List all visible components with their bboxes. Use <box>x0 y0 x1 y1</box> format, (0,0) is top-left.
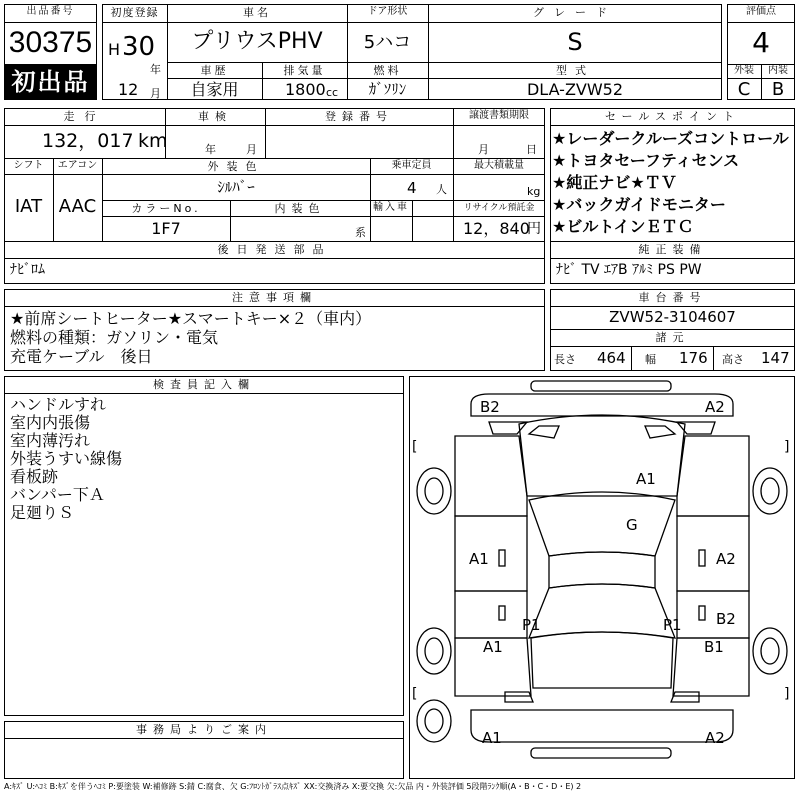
length: 464 <box>597 349 626 367</box>
mark-a1-left-front: A1 <box>469 550 489 568</box>
mark-a2-front-right: A2 <box>705 398 725 416</box>
score-label: 評価点 <box>746 6 776 17</box>
width: 176 <box>679 349 708 367</box>
displacement: 1800 <box>285 80 326 99</box>
inspection-month-unit: 月 <box>246 143 257 156</box>
inspector-line-5: 看板跡 <box>10 467 59 486</box>
ac: AAC <box>58 196 97 217</box>
grade-label: グレード <box>533 6 617 19</box>
equipment-label: 純正装備 <box>638 243 707 256</box>
inspector-line-4: 外装うすい線傷 <box>10 449 123 468</box>
inspection-label: 車検 <box>198 110 232 123</box>
load-label: 最大積載量 <box>474 160 524 171</box>
color-label: 外装色 <box>207 160 265 173</box>
reg-year: 30 <box>122 32 156 62</box>
ext-grade: C <box>737 79 751 100</box>
specs-label: 諸元 <box>655 331 690 344</box>
width-label: 幅 <box>645 353 656 366</box>
ext-label: 外装 <box>734 65 754 76</box>
score: 4 <box>752 26 770 59</box>
note-line-3: 充電ケーブル 後日 <box>10 347 153 366</box>
length-label: 長さ <box>554 353 576 366</box>
door-type: 5ハコ <box>363 32 412 53</box>
mark-a2-rear-right: A2 <box>705 729 725 747</box>
mark-b2-front-left: B2 <box>480 398 500 416</box>
transfer-label: 譲渡書類期限 <box>469 110 529 121</box>
note-line-2: 燃料の種類：ガソリン・電気 <box>10 328 219 347</box>
displacement-label: 排気量 <box>283 64 326 77</box>
seats-label: 乗車定員 <box>391 160 432 171</box>
recycle-fee: 12，840 <box>463 219 530 238</box>
inspector-line-1: ハンドルすれ <box>10 395 107 414</box>
mileage-unit: km <box>138 130 168 152</box>
height-label: 高さ <box>722 353 744 366</box>
plate-label: 登録番号 <box>325 110 393 123</box>
year-unit: 年 <box>150 63 161 76</box>
mark-b1-right-rear: B1 <box>704 638 724 656</box>
chassis-label: 車台番号 <box>638 291 707 304</box>
colorno: 1F7 <box>151 219 181 238</box>
reg-month: 12 <box>118 80 139 99</box>
interior-color-unit: 系 <box>355 226 366 239</box>
model-code: DLA-ZVW52 <box>526 80 624 99</box>
note-line-1: ★前席シートヒーター★スマートキー×２（車内） <box>10 309 372 328</box>
bracket-right-bottom: ] <box>784 686 790 702</box>
shift-label: シフト <box>13 160 44 171</box>
chassis-number: ZVW52-3104607 <box>609 308 736 326</box>
first-reg-label: 初度登録 <box>110 6 159 19</box>
inspector-line-3: 室内薄汚れ <box>10 431 91 450</box>
int-grade: B <box>771 79 785 100</box>
office-label: 事務局よりご案内 <box>136 723 272 736</box>
bracket-left-top: [ <box>412 439 418 455</box>
inspection-year-unit: 年 <box>205 143 216 156</box>
shift: IAT <box>14 196 43 217</box>
seats-unit: 人 <box>436 183 447 196</box>
inspector-line-7: 足廻りＳ <box>10 503 75 522</box>
mark-a1-hood: A1 <box>636 470 656 488</box>
colorno-label: カラーNo. <box>131 202 201 215</box>
transfer-month-unit: 月 <box>478 143 489 156</box>
lot-number-label: 出品番号 <box>26 6 75 17</box>
inspector-line-6: バンパー下Ａ <box>10 485 105 504</box>
selling-point-1: ★レーダークルーズコントロール <box>552 129 789 148</box>
equipment: ﾅﾋﾞ TV ｴｱB ｱﾙﾐ PS PW <box>556 262 702 278</box>
later-parts: ﾅﾋﾞﾛﾑ <box>10 262 45 278</box>
later-parts-label: 後日発送部品 <box>217 243 332 256</box>
mark-a1-left-rear: A1 <box>483 638 503 656</box>
load-unit: kg <box>527 185 541 198</box>
selling-point-2: ★トヨタセーフティセンス <box>552 151 740 170</box>
first-listing-text: 初出品 <box>11 68 90 96</box>
car-name-label: 車名 <box>243 6 271 19</box>
displacement-unit: cc <box>326 86 339 99</box>
transfer-day-unit: 日 <box>526 143 537 156</box>
selling-point-3: ★純正ナビ★ＴＶ <box>552 173 677 192</box>
notes-label: 注意事項欄 <box>232 291 317 304</box>
fuel: ｶﾞｿﾘﾝ <box>368 80 407 98</box>
mark-b2-right-rear: B2 <box>716 610 736 628</box>
history-label: 車歴 <box>200 64 229 77</box>
import-label: 輸入車 <box>373 202 409 213</box>
height: 147 <box>761 349 790 367</box>
grade: S <box>567 28 583 56</box>
ac-label: エアコン <box>57 160 98 171</box>
selling-points-label: セールスポイント <box>604 110 740 123</box>
car-diagram <box>409 376 795 779</box>
recycle-label: リサイクル預託金 <box>463 203 535 213</box>
car-name: プリウスPHV <box>191 29 323 54</box>
mileage: 132，017 <box>42 130 134 152</box>
inspector-line-2: 室内内張傷 <box>10 413 91 432</box>
int-label: 内装 <box>768 65 788 76</box>
color: ｼﾙﾊﾞｰ <box>217 178 255 196</box>
bracket-right-top: ] <box>784 439 790 455</box>
lot-number: 30375 <box>8 26 93 59</box>
recycle-unit: 円 <box>527 221 541 237</box>
mark-p1-left: P1 <box>522 616 541 634</box>
mark-a2-right-front: A2 <box>716 550 736 568</box>
door-label: ドア形状 <box>367 6 408 17</box>
month-unit: 月 <box>150 87 161 100</box>
mark-p1-right: P1 <box>663 616 682 634</box>
mark-a1-rear-left: A1 <box>482 729 502 747</box>
history: 自家用 <box>190 80 239 99</box>
model-code-label: 型式 <box>556 64 594 77</box>
era: H <box>108 40 121 59</box>
selling-point-4: ★バックガイドモニター <box>552 195 726 214</box>
mark-g-windshield: G <box>626 516 638 534</box>
bracket-left-bottom: [ <box>412 686 418 702</box>
fuel-label: 燃料 <box>373 64 402 77</box>
interior-color-label: 内装色 <box>274 202 326 215</box>
mileage-label: 走行 <box>63 110 106 123</box>
inspector-label: 検査員記入欄 <box>153 378 255 391</box>
seats: 4 <box>407 179 417 197</box>
legend: A:ｷｽﾞ U:ﾍｺﾐ B:ｷｽﾞを伴うﾍｺﾐ P:要塗装 W:補修跡 S:錆 C:腐食、欠 G:ﾌﾛﾝﾄｶﾞﾗｽ点ｷｽﾞ XX:交換済み X:要交換 欠:欠品 内・外装評価 5段階ﾗﾝｸ順(A・B・C・D・E) 2 <box>4 782 582 791</box>
selling-point-5: ★ビルトインＥＴＣ <box>552 217 694 236</box>
